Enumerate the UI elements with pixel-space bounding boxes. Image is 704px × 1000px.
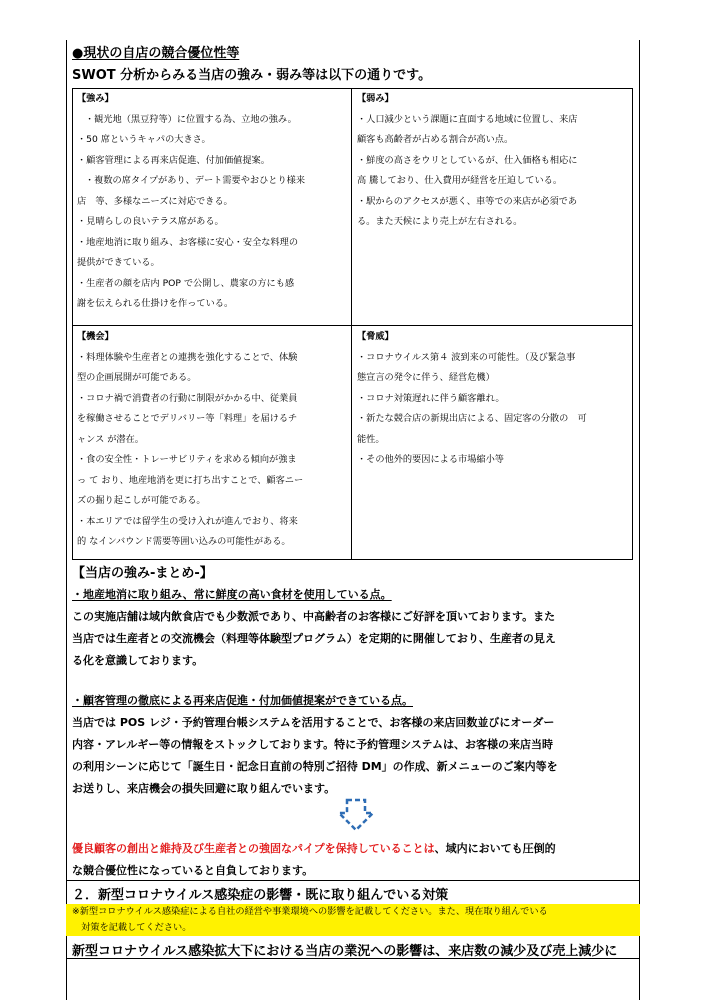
instruction-note	[66, 904, 640, 936]
summary-section-1	[72, 584, 634, 672]
opportunities-line: っ て おり、地産地消を更に打ち出すことで、顧客ニー	[77, 474, 304, 486]
section-2-first-line: 新型コロナウイルス感染拡大下における当店の業況への影響は、来店数の減少及び売上減少に	[72, 944, 618, 959]
summary-section-2	[72, 690, 634, 800]
strengths-line: ・50 席というキャパの大きさ。	[77, 134, 211, 145]
weaknesses-title: 【弱み】	[357, 93, 394, 104]
swot-vertical-divider	[351, 89, 352, 559]
instruction-note-line: 対策を記載してください。	[72, 922, 192, 933]
opportunities-line: ・料理体験や生産者との連携を強化することで、体験	[77, 351, 298, 363]
weaknesses-line: ・人口減少という課題に直面する地域に位置し、来店	[357, 113, 578, 125]
weaknesses-line: 顧客も高齢者が占める割合が高い点。	[357, 134, 514, 145]
opportunities-line: ズの掘り起こしが可能である。	[77, 495, 206, 506]
strengths-title: 【強み】	[77, 93, 114, 104]
strengths-line: ・地産地消に取り組み、お客様に安心・安全な料理の	[77, 236, 299, 248]
section-title: ●現状の自店の競合優位性等	[72, 46, 240, 61]
swot-weaknesses-cell	[357, 89, 631, 233]
opportunities-line: ・本エリアでは留学生の受け入れが進んでおり、将来	[77, 515, 298, 527]
weaknesses-line: 高 騰しており、仕入費用が経営を圧迫している。	[357, 175, 563, 186]
summary-paragraph-line: の利用シーンに応じて「誕生日・記念日直前の特別ご招待 DM」の作成、新メニューのご案内等を	[72, 760, 558, 773]
opportunities-title: 【機会】	[77, 331, 114, 342]
opportunities-line: ・コロナ禍で消費者の行動に制限がかかる中、従業員	[77, 392, 298, 404]
swot-intro: SWOT 分析からみる当店の強み・弱み等は以下の通りです。	[72, 68, 432, 83]
summary-point-2: ・顧客管理の徹底による再来店促進・付加価値提案ができている点。	[72, 694, 413, 707]
summary-paragraph-line: る化を意識しております。	[72, 654, 204, 667]
swot-table	[72, 88, 633, 560]
opportunities-line: を稼働させることでデリバリー等「料理」を届けるチ	[77, 413, 298, 424]
section-separator	[66, 880, 640, 881]
strengths-line: ・顧客管理による再来店促進、付加価値提案。	[77, 154, 270, 166]
section-2-title: ２．新型コロナウイルス感染症の影響・既に取り組んでいる対策	[72, 888, 449, 903]
conclusion	[72, 838, 634, 882]
threats-line: ・新たな競合店の新規出店による、固定客の分散の 可	[357, 413, 587, 424]
summary-paragraph-line: 当店では POS レジ・予約管理台帳システムを活用することで、お客様の来店回数並びにオーダー	[72, 716, 555, 729]
summary-title: 【当店の強み-まとめ-】	[72, 566, 213, 581]
weaknesses-line: る。また天候により売上が左右される。	[357, 216, 523, 227]
opportunities-line: 的 なインバウンド需要等囲い込みの可能性がある。	[77, 536, 291, 547]
threats-line: ・その他外的要因による市場縮小等	[357, 454, 504, 465]
strengths-line: 謝を伝えられる仕掛けを作っている。	[77, 298, 234, 309]
threats-line: 能性。	[357, 433, 385, 445]
instruction-note-line: ※新型コロナウイルス感染症による自社の経営や事業環境への影響を記載してください。また、現在取り組んでいる	[72, 906, 548, 917]
threats-line: ・コロナウイルス第４ 波到来の可能性。（及び緊急事	[357, 351, 576, 363]
summary-paragraph-line: 内容・アレルギー等の情報をストックしております。特に予約管理システムは、お客様の来店当時	[72, 738, 553, 751]
swot-opportunities-cell	[77, 327, 349, 553]
swot-strengths-cell	[77, 89, 349, 315]
strengths-line: 提供ができている。	[77, 257, 160, 268]
summary-paragraph-line: お送りし、来店機会の損失回避に取り組んでいます。	[72, 782, 336, 795]
threats-line: 態宣言の発令に伴う、経営危機）	[357, 372, 495, 383]
swot-threats-cell	[357, 327, 631, 471]
summary-paragraph-line: 当店では生産者との交流機会（料理等体験型プログラム）を定期的に開催しており、生産者の見え	[72, 632, 556, 645]
conclusion-line-2: な競合優位性になっていると自負しております。	[72, 864, 314, 877]
strengths-line: ・複数の席タイプがあり、デート需要やおひとり様来	[85, 175, 306, 186]
weaknesses-line: ・鮮度の高さをウリとしているが、仕入価格も相応に	[357, 154, 578, 166]
bottom-rule	[66, 958, 640, 959]
conclusion-highlight: 優良顧客の創出と維持及び生産者との強固なパイプを保持していることは	[72, 842, 435, 855]
summary-point-1: ・地産地消に取り組み、常に鮮度の高い食材を使用している点。	[72, 588, 392, 601]
conclusion-rest: 、域内においても圧倒的	[434, 842, 556, 855]
down-arrow-icon	[336, 798, 376, 832]
strengths-line: ・観光地（黒豆狩等）に位置する為、立地の強み。	[85, 113, 297, 125]
opportunities-line: ャンス が潜在。	[77, 433, 144, 445]
threats-title: 【脅威】	[357, 331, 394, 342]
strengths-line: ・見晴らしの良いテラス席がある。	[77, 216, 224, 227]
summary-paragraph-line: この実施店舗は域内飲食店でも少数派であり、中高齢者のお客様にご好評を頂いております。また	[72, 610, 556, 623]
opportunities-line: 型の企画展開が可能である。	[77, 372, 197, 383]
weaknesses-line: ・駅からのアクセスが悪く、車等での来店が必須であ	[357, 195, 578, 207]
strengths-line: ・生産者の顔を店内 POP で公開し、農家の方にも感	[77, 277, 295, 289]
strengths-line: 店 等、多様なニーズに対応できる。	[77, 195, 233, 207]
opportunities-line: ・食の安全性・トレーサビリティを求める傾向が強ま	[77, 454, 297, 465]
swot-horizontal-divider	[73, 325, 632, 326]
threats-line: ・コロナ対策遅れに伴う顧客離れ。	[357, 392, 505, 404]
